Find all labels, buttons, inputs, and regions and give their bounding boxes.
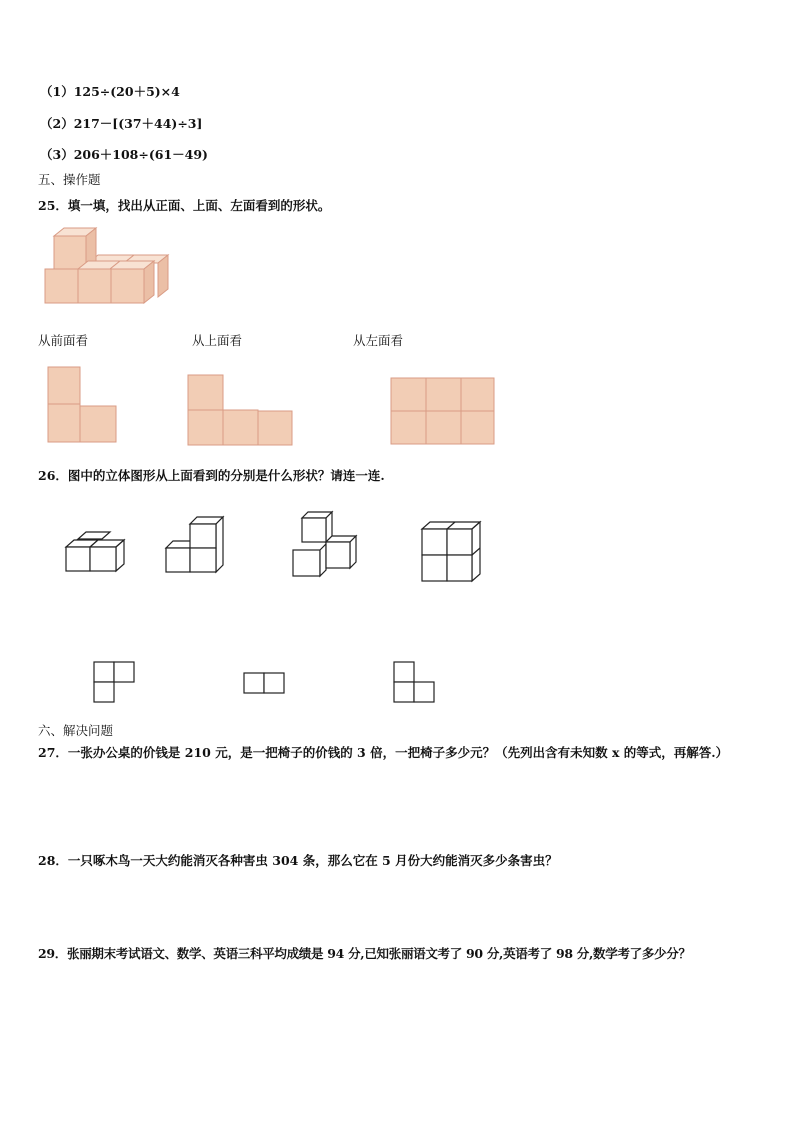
question-27-text: 27．一张办公桌的价钱是 210 元，是一把椅子的价钱的 3 倍，一把椅子多少元？（先列出含有未知数 x 的等式，再解答.） — [38, 745, 729, 760]
solid-figure-2 — [164, 514, 234, 584]
left-view-shape — [389, 376, 499, 448]
question-26-text: 26．图中的立体图形从上面看到的分别是什么形状？请连一连. — [38, 468, 385, 483]
section-heading-problems: 六、解决问题 — [38, 723, 114, 738]
calc-item-3: （3）206＋108÷(61－49) — [40, 147, 208, 162]
top-view-label: 从上面看 — [192, 333, 243, 348]
calc-item-2: （2）217－[(37＋44)÷3] — [40, 116, 203, 131]
left-view-label: 从左面看 — [353, 333, 404, 348]
top-view-option-1[interactable] — [92, 660, 142, 710]
question-29-text: 29．张丽期末考试语文、数学、英语三科平均成绩是 94 分,已知张丽语文考了 90 分,英语考了 98 分,数学考了多少分？ — [38, 946, 691, 961]
solid-figure-1 — [64, 528, 134, 578]
solid-figure-3 — [290, 508, 370, 583]
top-view-shape — [186, 373, 296, 448]
front-view-shape — [46, 365, 126, 445]
calc-item-1: （1）125÷(20＋5)×4 — [40, 84, 180, 99]
question-25-text: 25．填一填，找出从正面、上面、左面看到的形状。 — [38, 198, 331, 213]
top-view-option-3[interactable] — [392, 660, 442, 710]
front-view-label: 从前面看 — [38, 333, 89, 348]
top-view-option-2[interactable] — [242, 671, 292, 701]
solid-figure-4 — [420, 519, 490, 589]
cube-stack-figure — [40, 225, 180, 325]
section-heading-operations: 五、操作题 — [38, 172, 101, 187]
question-28-text: 28．一只啄木鸟一天大约能消灭各种害虫 304 条，那么它在 5 月份大约能消灭多少条害虫？ — [38, 853, 558, 868]
